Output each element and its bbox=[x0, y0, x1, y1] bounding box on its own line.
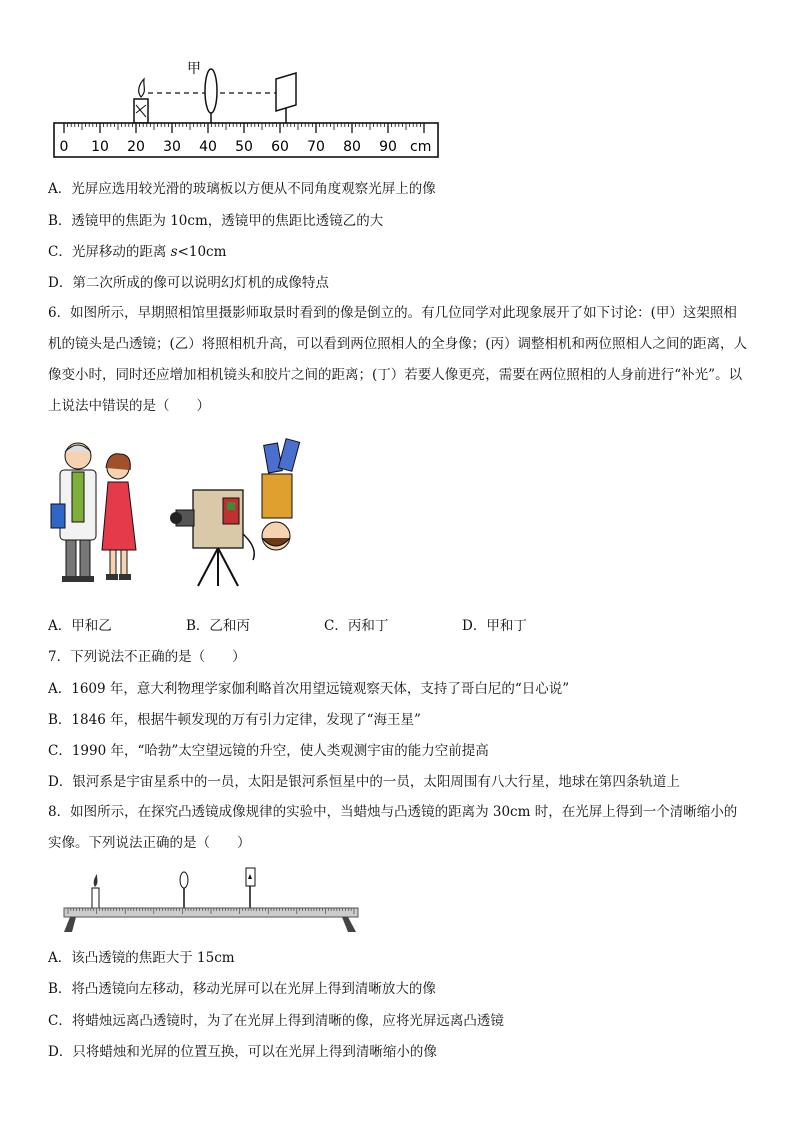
ruler-tick-label: 50 bbox=[235, 139, 253, 155]
lens-icon bbox=[180, 872, 188, 908]
q5-option-d: D．第二次所成的像可以说明幻灯机的成像特点 bbox=[48, 275, 329, 291]
ruler-tick-label: 70 bbox=[307, 139, 325, 155]
ruler-tick-label: 40 bbox=[199, 139, 217, 155]
q6-option-a: A．甲和乙 bbox=[48, 618, 112, 634]
man-icon bbox=[51, 443, 96, 582]
q8-option-a: A．该凸透镜的焦距大于 15cm bbox=[48, 950, 235, 966]
q8-option-c: C．将蜡烛远离凸透镜时，为了在光屏上得到清晰的像，应将光屏远离凸透镜 bbox=[48, 1013, 504, 1029]
q7-option-c: C．1990 年，“哈勃”太空望远镜的升空，使人类观测宇宙的能力空前提高 bbox=[48, 743, 489, 759]
candle-icon bbox=[92, 874, 99, 908]
optical-bench-figure bbox=[50, 55, 450, 165]
q5-option-c-suffix: <10cm bbox=[177, 244, 227, 260]
lens-icon bbox=[205, 69, 217, 113]
q6-options bbox=[48, 617, 527, 635]
q7-option-a: A．1609 年，意大利物理学家伽利略首次用望远镜观察天体，支持了哥白尼的“日心说” bbox=[48, 681, 570, 697]
ruler-tick-label: 20 bbox=[127, 139, 145, 155]
candle-icon bbox=[134, 79, 148, 123]
screen-icon bbox=[276, 73, 296, 123]
ruler-tick-label: 10 bbox=[91, 139, 109, 155]
photographer-upside-down-icon bbox=[262, 439, 300, 550]
ruler-tick-label: 0 bbox=[59, 139, 69, 155]
photo-studio-figure bbox=[48, 438, 308, 588]
q8-stem: 8．如图所示，在探究凸透镜成像规律的实验中，当蜡烛与凸透镜的距离为 30cm 时，在光屏上得到一个清晰缩小的实像。下列说法正确的是（ ） bbox=[48, 804, 738, 851]
ruler-tick-label: 60 bbox=[271, 139, 289, 155]
label-jia: 甲 bbox=[187, 61, 201, 77]
optical-bench-figure-2 bbox=[62, 866, 362, 936]
q6-stem: 6．如图所示，早期照相馆里摄影师取景时看到的像是倒立的。有几位同学对此现象展开了如下讨论：(甲）这架照相机的镜头是凸透镜；(乙）将照相机升高，可以看到两位照相人的全身像；(丙）调整相机和两位照相人之间的距离，人像变小时，同时还应增加相机镜头和胶片之间的距离；(丁）若要人像更亮，需要在两位照相的人身前进行“补光”。以上说法中错误的是（ ） bbox=[48, 305, 748, 414]
ruler-unit: cm bbox=[410, 139, 432, 155]
q7-stem: 7．下列说法不正确的是（ ） bbox=[48, 649, 246, 665]
ruler-tick-label: 30 bbox=[163, 139, 181, 155]
q5-option-c-var: s bbox=[170, 244, 178, 260]
ruler-tick-label: 90 bbox=[379, 139, 397, 155]
q6-option-d: D．甲和丁 bbox=[462, 618, 527, 634]
q5-option-c bbox=[48, 243, 226, 261]
q7-option-b: B．1846 年，根据牛顿发现的万有引力定律，发现了“海王星” bbox=[48, 712, 421, 728]
q5-option-b: B．透镜甲的焦距为 10cm，透镜甲的焦距比透镜乙的大 bbox=[48, 213, 384, 229]
q5-option-c-prefix: C．光屏移动的距离 bbox=[48, 244, 171, 260]
screen-icon bbox=[246, 868, 255, 908]
q6-option-c: C．丙和丁 bbox=[324, 618, 389, 634]
q7-option-d: D．银河系是宇宙星系中的一员，太阳是银河系恒星中的一员，太阳周围有八大行星，地球在第四条轨道上 bbox=[48, 774, 680, 790]
q8-option-d: D．只将蜡烛和光屏的位置互换，可以在光屏上得到清晰缩小的像 bbox=[48, 1044, 437, 1060]
girl-icon bbox=[102, 454, 136, 580]
camera-icon bbox=[170, 490, 254, 586]
q5-option-a: A．光屏应选用较光滑的玻璃板以方便从不同角度观察光屏上的像 bbox=[48, 181, 436, 197]
q6-option-b: B．乙和丙 bbox=[186, 618, 250, 634]
ruler-tick-label: 80 bbox=[343, 139, 361, 155]
q8-option-b: B．将凸透镜向左移动，移动光屏可以在光屏上得到清晰放大的像 bbox=[48, 981, 436, 997]
